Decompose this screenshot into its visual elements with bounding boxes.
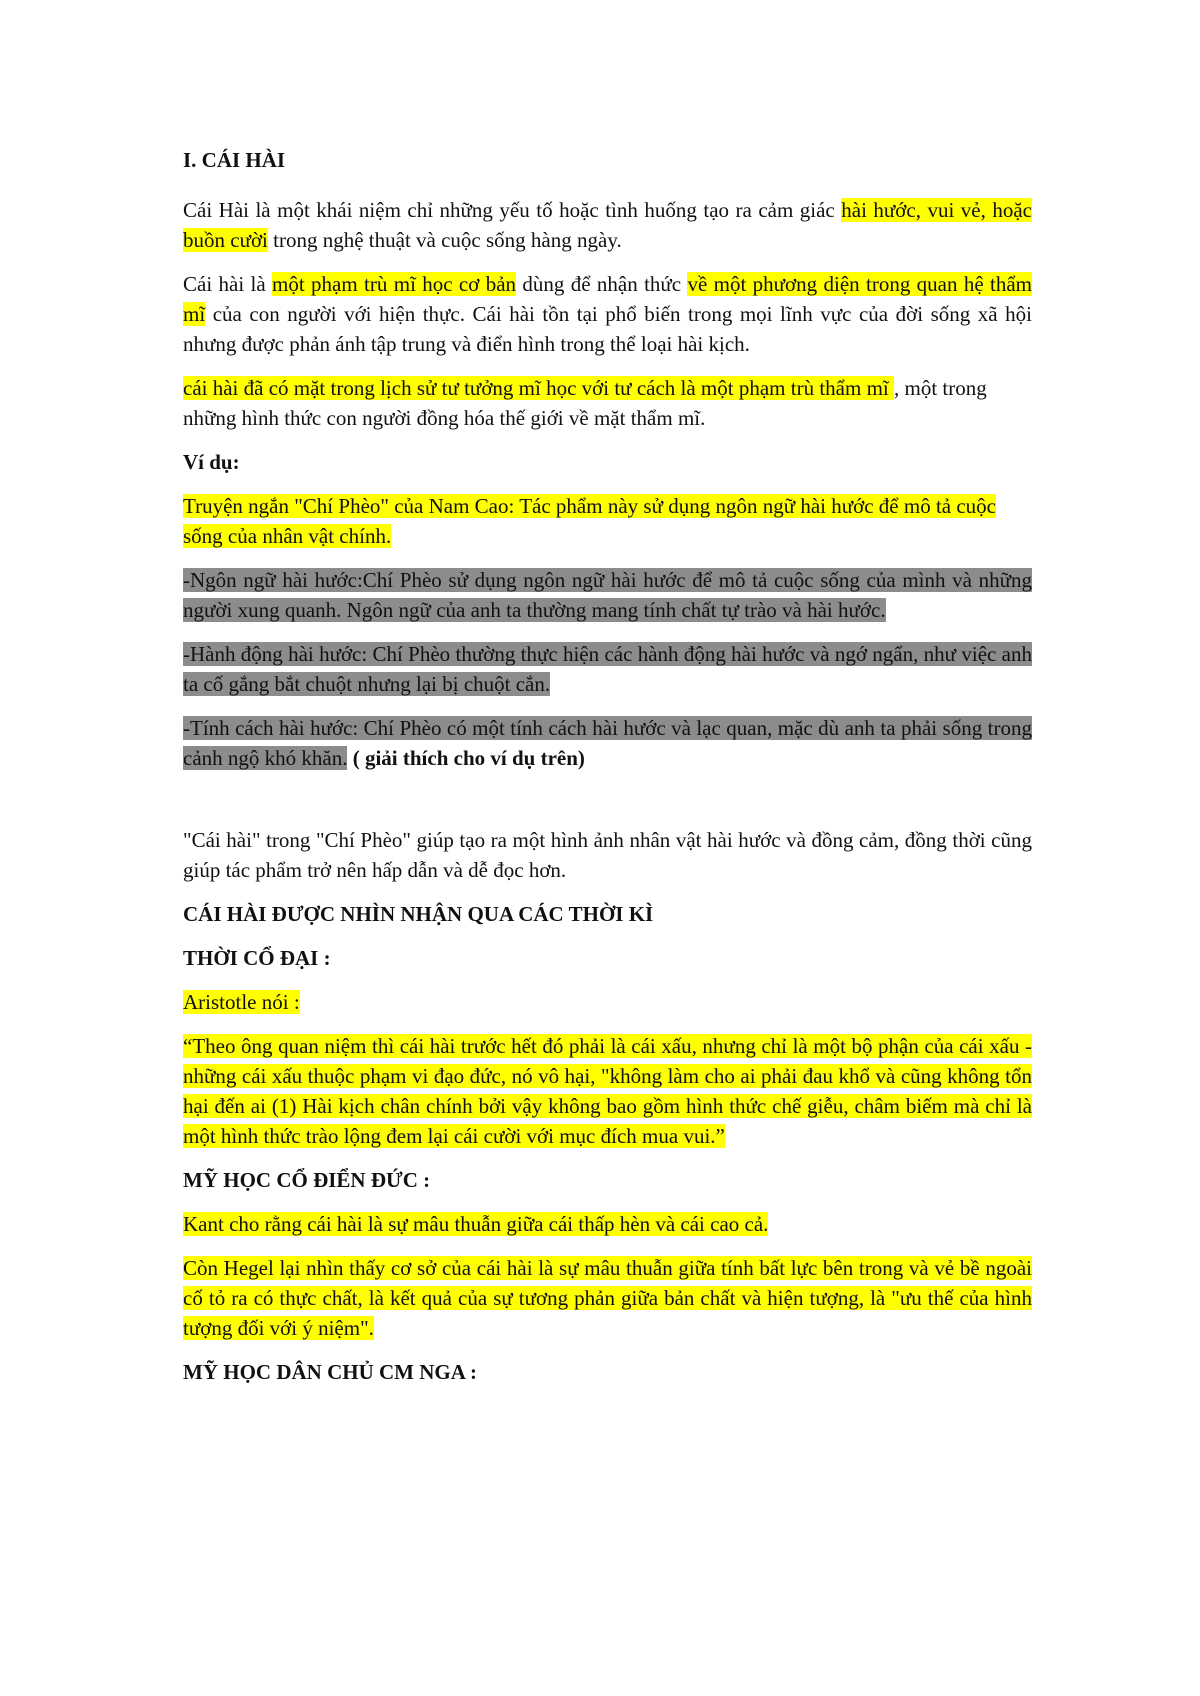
example-label: Ví dụ: xyxy=(183,450,240,474)
paragraph-category xyxy=(183,269,1032,359)
hegel-paragraph xyxy=(183,1253,1032,1343)
highlight-run: Còn Hegel lại nhìn thấy cơ sở của cái hài là sự mâu thuẫn giữa tính bất lực bên trong và vẻ bề ngoài cố tỏ ra có thực chất, là kết quả của sự tương phản giữa bản chất và hiện tượng, là "ưu thế của hình tượng đối với ý niệm". xyxy=(183,1256,1032,1340)
period-russian-title: MỸ HỌC DÂN CHỦ CM NGA : xyxy=(183,1360,477,1384)
highlight-run: “Theo ông quan niệm thì cái hài trước hết đó phải là cái xấu, nhưng chỉ là một bộ phận của cái xấu - những cái xấu thuộc phạm vi đạo đức, nó vô hại, "không làm cho ai phải đau khổ và cũng không tổn hại đến ai (1) Hài kịch chân chính bởi vậy không bao gồm hình thức chế giễu, châm biếm mà chỉ là một hình thức trào lộng đem lại cái cười với mục đích mua vui.” xyxy=(183,1034,1032,1148)
text-run: trong nghệ thuật và cuộc sống hàng ngày. xyxy=(267,228,622,252)
paragraph-definition xyxy=(183,195,1032,255)
text-run: Cái Hài là một khái niệm chỉ những yếu tố hoặc tình huống tạo ra cảm giác xyxy=(183,198,842,222)
text-run: dùng để nhận thức xyxy=(516,272,688,296)
aristotle-quote xyxy=(183,1031,1032,1151)
highlight-run: về một phương diện trong quan hệ thẩm mĩ xyxy=(183,272,1033,326)
text-run: Cái hài là xyxy=(183,272,273,296)
example-point xyxy=(183,639,1032,699)
example-point xyxy=(183,565,1032,625)
text-run: của con người với hiện thực. Cái hài tồn tại phổ biến trong mọi lĩnh vực của đời sống xã hội nhưng được phản ánh tập trung và điển hình trong thể loại hài kịch. xyxy=(183,302,1032,356)
highlight-run: một phạm trù mĩ học cơ bản xyxy=(272,272,517,296)
example-point xyxy=(183,713,1032,773)
highlight-run: cái hài đã có mặt trong lịch sử tư tưởng mĩ học với tư cách là một phạm trù thẩm mĩ xyxy=(183,376,894,400)
text-run: , một trong những hình thức con người đồng hóa thế giới về mặt thẩm mĩ. xyxy=(183,376,987,430)
gray-highlight-run: -Hành động hài hước: Chí Phèo thường thực hiện các hành động hài hước và ngớ ngẩn, như việc anh ta cố gắng bắt chuột nhưng lại bị chuột cắn. xyxy=(183,642,1032,696)
period-german-title: MỸ HỌC CỔ ĐIỂN ĐỨC : xyxy=(183,1168,431,1192)
period-ancient-title: THỜI CỔ ĐẠI : xyxy=(183,946,331,970)
gray-highlight-run: -Ngôn ngữ hài hước:Chí Phèo sử dụng ngôn ngữ hài hước để mô tả cuộc sống của mình và những người xung quanh. Ngôn ngữ của anh ta thường mang tính chất tự trào và hài hước. xyxy=(183,568,1032,622)
highlight-run: Kant cho rằng cái hài là sự mâu thuẫn giữa cái thấp hèn và cái cao cả. xyxy=(183,1212,769,1236)
aristotle-speaker xyxy=(183,987,1032,1017)
example-conclusion: "Cái hài" trong "Chí Phèo" giúp tạo ra một hình ảnh nhân vật hài hước và đồng cảm, đồng thời cũng giúp tác phẩm trở nên hấp dẫn và dễ đọc hơn. xyxy=(183,828,1032,882)
example-intro xyxy=(183,491,1032,551)
highlight-run: Aristotle nói : xyxy=(183,990,300,1014)
example-note: ( giải thích cho ví dụ trên) xyxy=(347,746,585,770)
section-title: I. CÁI HÀI xyxy=(183,148,286,172)
highlight-run: Truyện ngắn "Chí Phèo" của Nam Cao: Tác phẩm này sử dụng ngôn ngữ hài hước để mô tả cuộc sống của nhân vật chính. xyxy=(183,494,997,548)
kant-paragraph xyxy=(183,1209,1032,1239)
gray-highlight-run: -Tính cách hài hước: Chí Phèo có một tính cách hài hước và lạc quan, mặc dù anh ta phải sống trong cảnh ngộ khó khăn. xyxy=(183,716,1032,770)
paragraph-history xyxy=(183,373,1032,433)
highlight-run: hài hước, vui vẻ, hoặc buồn cười xyxy=(183,198,1032,252)
periods-title: CÁI HÀI ĐƯỢC NHÌN NHẬN QUA CÁC THỜI KÌ xyxy=(183,902,654,926)
